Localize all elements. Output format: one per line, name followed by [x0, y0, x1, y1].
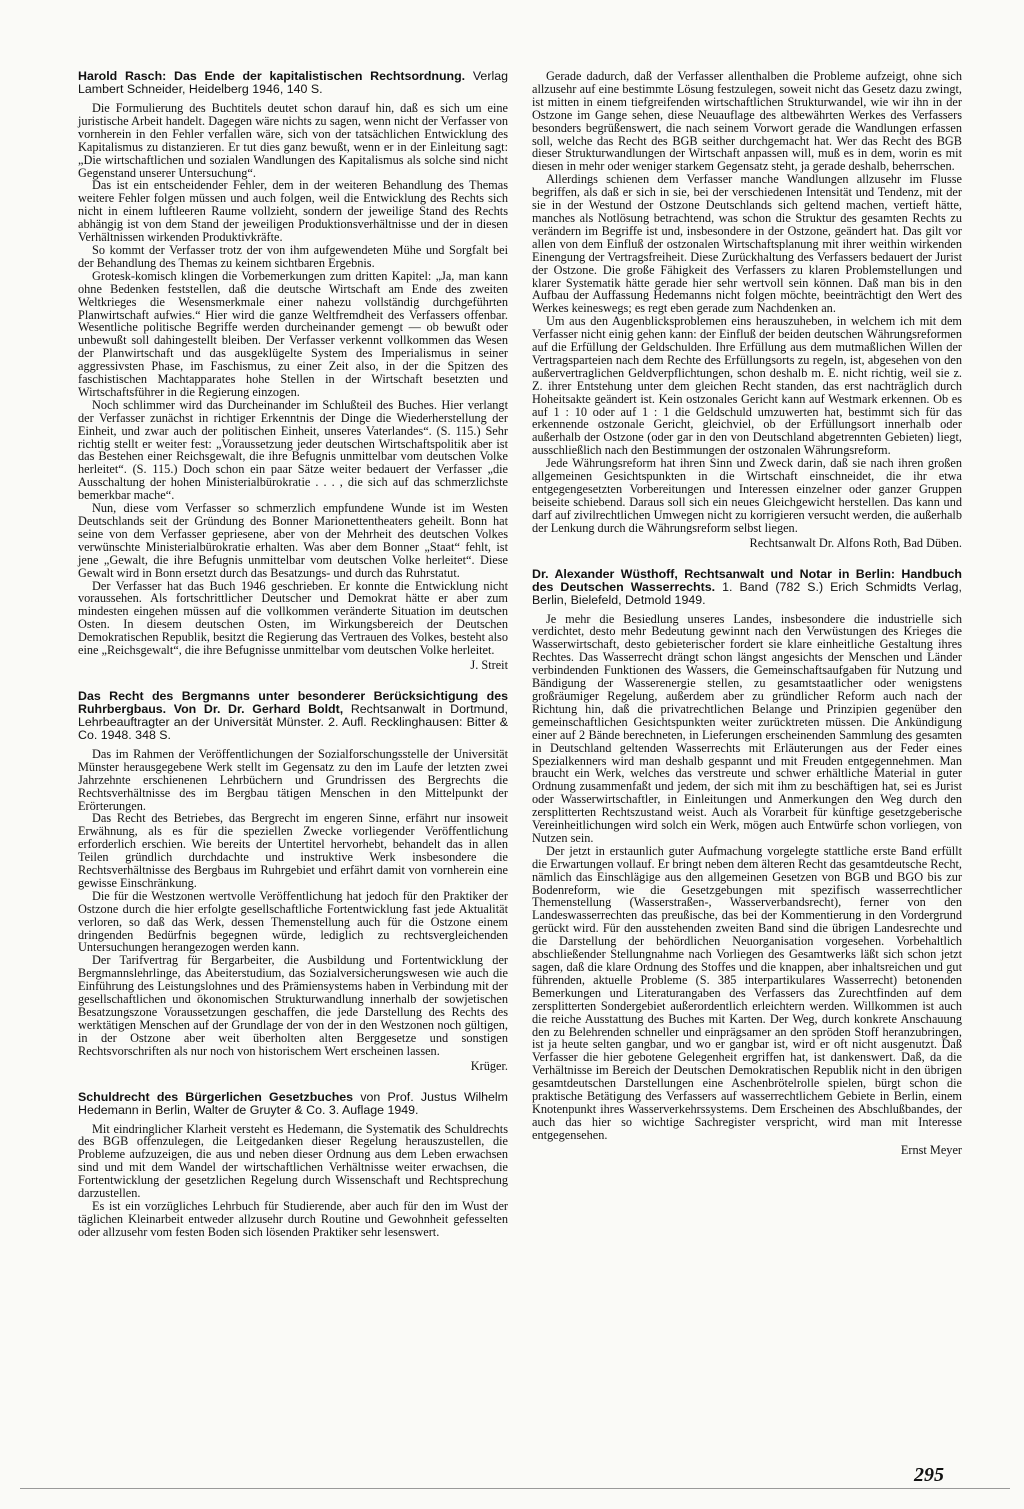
review-paragraph: Nun, diese vom Verfasser so schmerzlich empfundene Wunde ist im Westen Deutschlands seit der Gründung des Bonner Marionettentheaters geheilt. Bonn hat seine von dem Verfasser gepriesene, aber von der Mehrheit des deutschen Volkes verwünschte Ministerialbürokratie erhalten. Was aber dem Bonner „Staat“ fehlt, ist jene „Gewalt, die ihre Befugnis unmittelbar vom deutschen Volke herleitet“. Diese Gewalt wird in Bonn ersetzt durch das Besatzungs- und durch das Ruhrstatut. [78, 501, 508, 580]
review-heading [78, 70, 508, 96]
review-title: Das Recht des Bergmanns unter besonderer Berücksichtigung des Ruhrbergbaus. Von Dr. Dr. Gerhard Boldt, [78, 688, 508, 716]
review-paragraph: Mit eindringlicher Klarheit versteht es Hedemann, die Systematik des Schuldrechts des BGB offenzulegen, die Leitgedanken dieser Regelung herauszustellen, die Probleme aufzuzeigen, die aus und neben dieser Ordnung aus dem Leben erwachsen sind und mit dem Wandel der wirtschaftlichen Verhältnisse weiter erwachsen, die Fortentwicklung der gesetzlichen Regelung durch Wissenschaft und Rechtsprechung darzustellen. [78, 1121, 508, 1201]
review-signature: Rechtsanwalt Dr. Alfons Roth, Bad Düben. [749, 535, 962, 550]
page-number: 295 [914, 1464, 944, 1486]
review-paragraph: Allerdings schienen dem Verfasser manche Wandlungen allzusehr im Flusse begriffen, als daß er sich in sie, bei der verschiedenen Intensität und Tendenz, mit der sie in der Westund der Ostzone Deutschlands sich geltend machen, vertieft hätte, manches als Notlösung betrachtend, was schon die Struktur des gesamten Rechts zu verändern im Begriffe ist und, insbesondere in der Ostzone, geändert hat. Das gilt vor allen von dem Einfluß der ostzonalen Wirtschaftsplanung mit ihrer weithin wirkenden Einengung der Vertragsfreiheit. Diese Zurückhaltung des Verfassers bedauert der Jurist der Ostzone. Die große Fähigkeit des Verfassers zu klaren Problemstellungen und klarer Systematik hätte gerade hier sehr wertvoll sein können. Daß man bis in den Aufbau der Auffassung Hedemanns nicht folgen möchte, beeinträchtigt den Wert des Werkes keineswegs; es regt eben gerade zum Nachdenken an. [532, 172, 962, 316]
review-title: Rechtsanwalt und Notar in Berlin: Handbuch des Deutschen Wasserrechts. [532, 566, 962, 594]
bottom-rule [20, 1488, 1010, 1489]
review-paragraph: Es ist ein vorzügliches Lehrbuch für Studierende, aber auch für den im Wust der täglichen Kleinarbeit entweder allzusehr durch Routine und Gewohnheit gefesselten oder allzusehr vom festen Boden sich lösenden Praktiker sehr lesenswert. [78, 1198, 508, 1239]
review-paragraph: Der jetzt in erstaunlich guter Aufmachung vorgelegte stattliche erste Band erfüllt die Erwartungen vollauf. Er bringt neben dem älteren Recht das gesamtdeutsche Recht, nämlich das Einschlägige aus den allgemeinen Gesetzen von BGB und BGO bis zur Bodenreform, wie die Gesetzgebungen mit spezifisch wasserrechtlicher Themenstellung (Wasserstraßen-, Wasserverbandsrecht), ferner von den Landeswasserrechten das preußische, das bei der Kommentierung in den Vordergrund gerückt wird. Für den ausstehenden zweiten Band sind die übrigen Landesrechte und die Darstellung der behördlichen Neuorganisation vorgesehen. Vorbehaltlich abschließender Stellungnahme nach Vorliegen des Gesamtwerks läßt sich schon jetzt sagen, daß die klare Ordnung des Stoffes und die knappen, aber inhaltsreichen und gut führenden, aktuelle Probleme (S. 385 interpartikulares Wasserrecht) betonenden Bemerkungen und Literaturangaben des Verfassers das Zurechtfinden auf dem zersplitterten Sondergebiet außerordentlich erleichtern werden. Willkommen ist auch die reiche Ausstattung des Buches mit Karten. Der Weg, durch konkrete Anschauung den zu Belehrenden schneller und einprägsamer an den spröden Stoff heranzubringen, ist ja heute selten gangbar, und wo er gangbar ist, wird er oft nicht ausgenutzt. Daß Verfasser die hier gebotene Gelegenheit ergriffen hat, ist dankenswert. Daß, da die Verhältnisse im Bereich der Deutschen Demokratischen Republik nicht in den übrigen gesamtdeutschen Darstellungen eine Aschenbrötelrolle spielen, bürgt schon die praktische Betätigung des Verfassers auf wasserrechtlichem Gebiete in Berlin, einem Knotenpunkt ihres Wasserverkehrssystems. Dem Erscheinen des Abschlußbandes, der auch das hier so wichtige Sachregister verspricht, wird man mit Interesse entgegensehen. [532, 843, 962, 1142]
review-heading [78, 690, 508, 742]
review-paragraph: Der Verfasser hat das Buch 1946 geschrieben. Er konnte die Entwicklung nicht voraussehen. Als fortschrittlicher Deutscher und Demokrat hätte er aber zum mindesten eingehen müssen auf die vollkommen veränderte Situation im deutschen Osten. In diesem deutschen Osten, im Wirkungsbereich der Deutschen Demokratischen Republik, besitzt die Regierung das Vertrauen des Volkes, besteht also eine „Reichsgewalt“, die ihre Befugnisse unmittelbar vom deutschen Volke herleitet. [78, 578, 508, 658]
review-publisher: Rechtsanwalt in Dortmund, Lehrbeauftragter an der Universität Münster. 2. Aufl. Recklinghausen: Bitter & Co. 1948. 348 S. [78, 701, 509, 742]
review-paragraph: Um aus den Augenblicksproblemen eins herauszuheben, in welchem ich mit dem Verfasser nicht einig gehen kann: der Einfluß der beiden deutschen Währungsreformen auf die Erfüllung der Geldschulden. Ihre Erfüllung aus dem mutmaßlichen Willen der Vertragsparteien nach dem Rechte des Erfüllungsorts zu regeln, ist, abgesehen von den außervertraglichen Geldverpflichtungen, schon deshalb m. E. nicht richtig, weil sie z. Z. ihrer Entstehung unter dem gleichen Recht standen, das erst nachträglich durch Hoheitsakte geändert ist. Kein ostzonales Gericht kann auf Westmark erkennen. Ob es auf 1 : 10 oder auf 1 : 1 die Geldschuld umzuwerten hat, bestimmt sich für das erkennende ostzonale Gericht, gleichviel, ob der Erfüllungsort innerhalb oder außerhalb der Ostzone (oder gar in den von Deutschland abgetrennten Gebieten) liegt, ausschließlich nach den Bestimmungen der ostzonalen Währungsreform. [532, 314, 962, 458]
right-column [532, 70, 962, 1175]
review-paragraph: Die Formulierung des Buchtitels deutet schon darauf hin, daß es sich um eine juristische Arbeit handelt. Dagegen wäre nichts zu sagen, wenn nicht der Verfasser von vornherein in den Fehler verfallen wäre, sich von der tatsächlichen Entwicklung des Kapitalismus zu distanzieren. Er tut dies ganz bewußt, wenn er in der Einleitung sagt: „Die wirtschaftlichen und sozialen Wandlungen des Kapitalismus als solche sind nicht Gegenstand unserer Untersuchung“. [78, 101, 508, 180]
review [532, 70, 962, 550]
review [78, 1091, 508, 1239]
review-heading [532, 568, 962, 607]
review-paragraph: Das ist ein entscheidender Fehler, dem in der weiteren Behandlung des Themas weitere Fehler folgen müssen und auch folgen, weil die Entwicklung des Rechts sich nicht in einem luftleeren Raume vollzieht, sondern der jeweilige Stand des Rechts abhängig ist von dem Stand der jeweiligen Produktionsverhältnisse und der in diesen Verhältnissen wirkenden Produktivkräfte. [78, 178, 508, 245]
review-paragraph: Die für die Westzonen wertvolle Veröffentlichung hat jedoch für den Praktiker der Ostzone durch die hier erfolgte gesellschaftliche Fortentwicklung fast jede Aktualität verloren, so daß das Werk, dessen Themenstellung auch für die Ostzone einem dringenden Bedürfnis begegnen würde, lediglich zu rechtsvergleichenden Untersuchungen herangezogen werden kann. [78, 888, 508, 955]
review-signature: Krüger. [470, 1058, 508, 1073]
review-title: Das Ende der kapitalistischen Rechtsordnung. [174, 69, 466, 83]
review-paragraph: Je mehr die Besiedlung unseres Landes, insbesondere die industrielle sich verdichtet, desto mehr Bedeutung gewinnt nach den Verwüstungen des Krieges die Wasserwirtschaft, desto gebieterischer fordert sie klare einheitliche Gestaltung ihres Rechtes. Das Wasserrecht drängt schon längst angesichts der Menschen und Länder verbindenden Funktionen des Wassers, die Gemeinschaftsaufgaben für Nutzung und Bändigung der Wasserenergie stellen, zu gesamtstaatlicher oder wenigstens großräumiger Regelung, außerdem aber zu gründlicher Reform auch nach der Richtung hin, daß die privatrechtlichen Belange und Prinzipien gegenüber den gemeinschaftlichen Gesichtspunkten weiter zurücktreten müssen. Die Ankündigung einer auf 2 Bände berechneten, in Lieferungen erscheinenden Sammlung des gesamten in Deutschland geltenden Wasserrechts mit Erläuterungen aus der Feder eines Spezialkenners wird man deshalb gespannt und mit Freuden entgegennehmen. Man braucht ein Werk, welches das verstreute und schwer erhältliche Material in guter Ordnung zusammenfaßt und jedem, der sich mit ihm zu beschäftigen hat, sei es Jurist oder Wasserwirtschaftler, in Einleitungen und Anmerkungen den Weg durch den zersplitterten Rechtszustand weist. Auch als Vorarbeit für künftige gesetzgeberische Vereinheitlichungen wird solch ein Werk, mögen auch Entwürfe schon vorliegen, von Nutzen sein. [532, 611, 962, 845]
review-paragraph: Gerade dadurch, daß der Verfasser allenthalben die Probleme aufzeigt, ohne sich allzusehr auf eine bestimmte Lösung festzulegen, soweit nicht das Gesetz dazu zwingt, ist mitten in einem tiefgreifenden wirtschaftlichen Strukturwandel, wie wir ihn in der Ostzone im Gange sehen, diese Neuauflage des altbewährten Werkes des Verfassers besonders begrüßenswert, die nach seinem Vorwort gerade die Wandlungen erfassen soll, welche das Recht des BGB seither durchgemacht hat. Wer das Recht des BGB dieser Strukturwandlungen der Wirtschaft anpassen will, muß es in dem, worin es mit diesen in mehr oder weniger starkem Gegensatz steht, ja gerade deshalb, beherrschen. [532, 69, 962, 174]
review-author: Dr. Alexander Wüsthoff, [532, 566, 678, 581]
review-publisher: von Prof. Justus Wilhelm Hedemann in Berlin, Walter de Gruyter & Co. 3. Auflage 1949. [78, 1089, 509, 1117]
review-paragraph: Grotesk-komisch klingen die Vorbemerkungen zum dritten Kapitel: „Ja, man kann ohne Bedenken feststellen, daß die deutsche Wirtschaft am Ende des zweiten Weltkrieges die Wesensmerkmale einer nahezu vollständig durchgeführten Planwirtschaft aufwies.“ Hier wird die ganze Weltfremdheit des Verfassers offenbar. Wesentliche politische Begriffe werden durcheinander gemengt — ob bewußt oder unbewußt soll dahingestellt bleiben. Der Verfasser verkennt vollkommen das Wesen der Planwirtschaft und das ausgeklügelte System des Imperialismus in seiner aggressivsten Phase, im Faschismus, zu einer Zeit also, in der die Spitzen des faschistischen Machtapparates hohe Stellen in der Wirtschaft besetzten und Wirtschaftsführer in die Regierung einzogen. [78, 268, 508, 399]
review-author: Harold Rasch: [78, 69, 167, 83]
review-paragraph: Das im Rahmen der Veröffentlichungen der Sozialforschungsstelle der Universität Münster herausgegebene Werk stellt im Gegensatz zu den im Laufe der letzten zwei Jahrzehnte erschienenen Lehrbüchern und Grundrissen des Bergrechts die Rechtsverhältnisse des im Bergbau tätigen Menschen in den Mittelpunkt der Erörterungen. [78, 746, 508, 813]
review-heading [78, 1091, 508, 1117]
review [532, 568, 962, 1157]
review [78, 690, 508, 1073]
review-paragraph: So kommt der Verfasser trotz der von ihm aufgewendeten Mühe und Sorgfalt bei der Behandlung des Themas zu keinem sichtbaren Ergebnis. [78, 242, 508, 270]
left-column [78, 70, 508, 1257]
review-publisher: Verlag Lambert Schneider, Heidelberg 1946, 140 S. [78, 69, 508, 96]
review-paragraph: Der Tarifvertrag für Bergarbeiter, die Ausbildung und Fortentwicklung der Bergmannslehrlinge, das Abeiterstudium, das Sozialversicherungswesen wie auch die Einführung des Leistungslohnes und des Prämiensystems haben in Verbindung mit der gesellschaftlichen und ökonomischen Strukturwandlung innerhalb der sowjetischen Besatzungszone Voraussetzungen geschaffen, die jede Darstellung des Rechts des werktätigen Menschen auf der Grundlage der von der in den Westzonen noch gültigen, in der Ostzone aber weit überholten alten Berggesetze und sonstigen Rechtsvorschriften als nur noch von historischem Wert erscheinen lassen. [78, 953, 508, 1058]
review-signature: Ernst Meyer [900, 1142, 962, 1157]
review-publisher: 1. Band (782 S.) Erich Schmidts Verlag, Berlin, Bielefeld, Detmold 1949. [532, 579, 962, 607]
review-paragraph: Jede Währungsreform hat ihren Sinn und Zweck darin, daß sie nach ihren großen allgemeinen Gesichtspunkten in die Wirtschaft einschneidet, die ihr etwa entgegengesetzten Vorbereitungen und Interessen einzelner oder ganzer Gruppen beiseite schiebend. Daraus soll sich ein neues Gleichgewicht herstellen. Das kann und darf auf zivilrechtlichen Umwegen nicht zu korrigieren versucht werden, die außerhalb der Lenkung durch die Währungsreform selbst liegen. [532, 456, 962, 535]
review-paragraph: Noch schlimmer wird das Durcheinander im Schlußteil des Buches. Hier verlangt der Verfasser zunächst in richtiger Erkenntnis der Dinge die Wiederherstellung der Einheit, und zwar auch der politischen Einheit, unseres Vaterlandes“. (S. 115.) Sehr richtig stellt er weiter fest: „Voraussetzung jeder deutschen Wirtschaftspolitik aber ist das Bestehen einer Reichsgewalt, die ihre Befugnis unmittelbar vom deutschen Volke herleitet“. (S. 115.) Doch schon ein paar Sätze weiter bedauert der Verfasser „die Ausschaltung der hohen Ministerialbürokratie . . . , die sich auf das schmerzlichste bemerkbar mache“. [78, 397, 508, 503]
review [78, 70, 508, 672]
review-signature: J. Streit [470, 657, 508, 672]
review-title: Schuldrecht des Bürgerlichen Gesetzbuches [78, 1089, 354, 1104]
review-paragraph: Das Recht des Betriebes, das Bergrecht im engeren Sinne, erfährt nur insoweit Erwähnung, als es für die speziellen Zwecke vorliegender Veröffentlichung erforderlich erschien. Wie bereits der Untertitel hervorhebt, behandelt das in allen Teilen gründlich durchdachte und instruktive Werk insbesondere die Rechtsverhältnisse des Bergbaus im Ruhrgebiet und erfährt damit von vornherein eine gewisse Einschränkung. [78, 811, 508, 890]
